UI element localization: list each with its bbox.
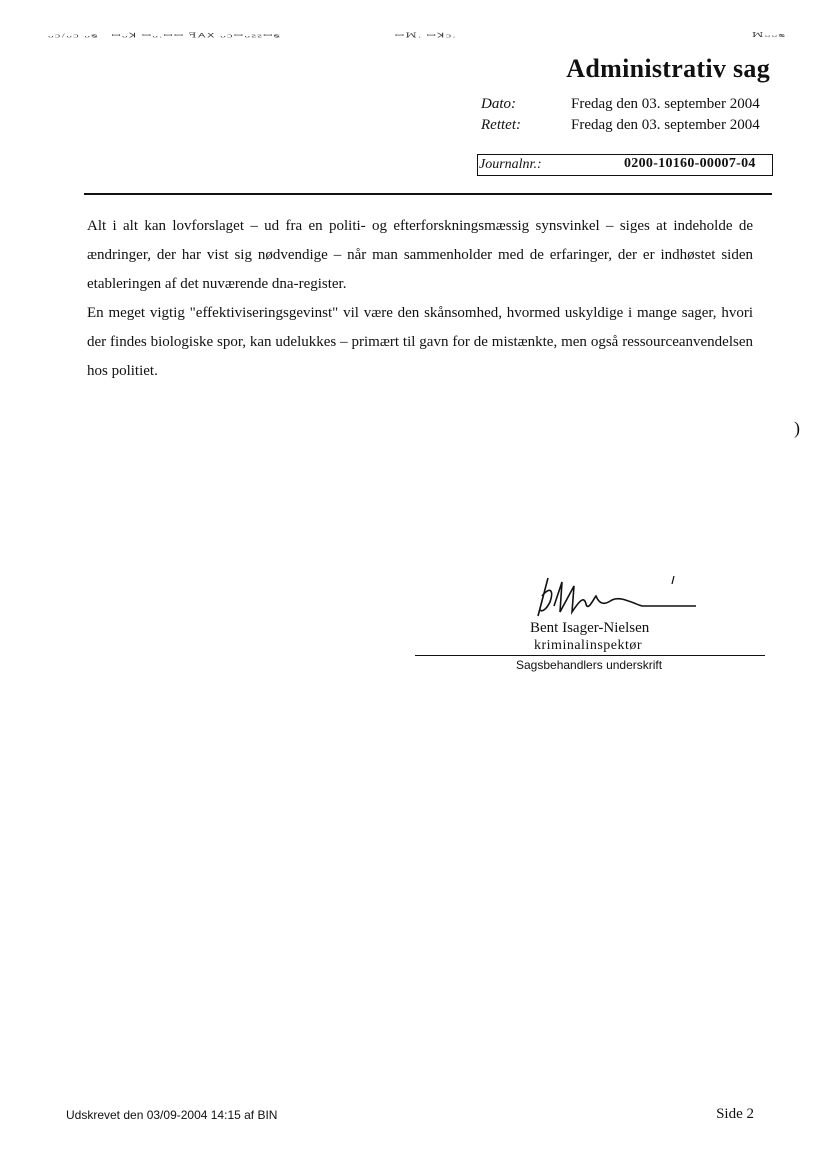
signature-line: [415, 655, 765, 656]
paragraph-2: En meget vigtig "effektiviseringsgevinst" vil være den skånsomhed, hvormed uskyldige i mange sager, hvori der findes biologiske spor, kan udelukkes – primært til gavn for de mistænkte, men også ressourceanvendelsen hos politiet.: [87, 305, 753, 379]
paragraph-1: Alt i alt kan lovforslaget – ud fra en politi- og efterforskningsmæssig synsvinkel – siges at indeholde de ændringer, der har vist sig nødvendige – når man sammenholder med de erfaringer, der er indhøstet siden etableringen af det nuværende dna-register.: [87, 218, 753, 292]
edited-value: Fredag den 03. september 2004: [571, 117, 760, 133]
date-label: Dato:: [481, 96, 516, 112]
document-title: Administrativ sag: [566, 54, 770, 83]
journal-label: Journalnr.:: [479, 157, 542, 172]
journal-number: 0200-10160-00007-04: [624, 156, 756, 171]
date-value: Fredag den 03. september 2004: [571, 96, 760, 112]
margin-mark: ): [794, 418, 800, 438]
fax-header-left: ᴗᴐ/ᴗᴐ ᴗᴓ ꟷᴗꓘ ꟷᴗ.ꟷꟷ ꟻꓮꓫ ᴗᴐꟷᴗᴤᴤꟷᴓ: [48, 32, 282, 40]
fax-header-right: ꟽᴗᴗᴓ: [752, 31, 787, 39]
page-number: Side 2: [716, 1106, 754, 1122]
header-divider: [84, 193, 772, 195]
signer-name: Bent Isager-Nielsen: [530, 620, 650, 636]
body-text: [87, 212, 753, 386]
signer-title: kriminalinspektør: [534, 638, 643, 653]
fax-header-mid: ꟷꟽ. ꟷꓘᴐ.: [395, 32, 457, 40]
print-info: Udskrevet den 03/09-2004 14:15 af BIN: [66, 1108, 278, 1122]
signature-caption: Sagsbehandlers underskrift: [516, 658, 663, 672]
edited-label: Rettet:: [481, 117, 521, 133]
